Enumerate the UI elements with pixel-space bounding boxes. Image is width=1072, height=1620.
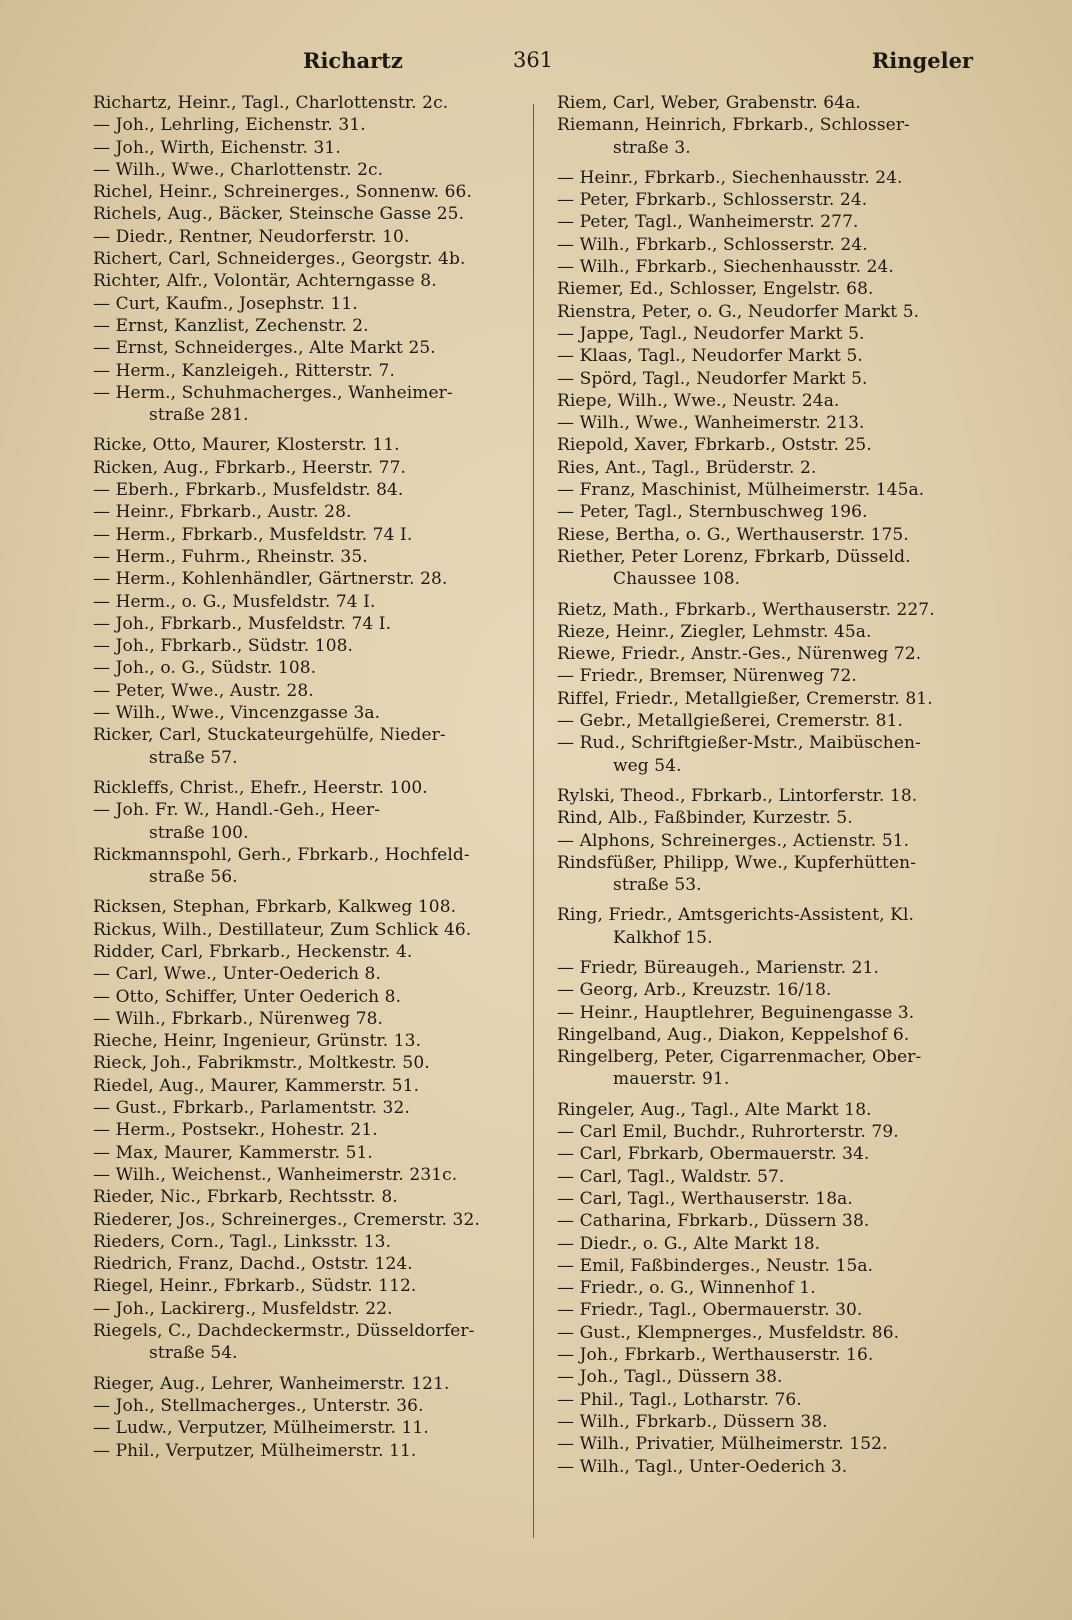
directory-entry (557, 546, 989, 591)
entry-text: — Carl, Tagl., Waldstr. 57. (557, 1166, 785, 1187)
entry-text: Richartz, Heinr., Tagl., Charlottenstr. 2c. (93, 93, 449, 113)
entry-text: — Rud., Schriftgießer-Mstr., Maibüschen- (557, 733, 921, 754)
entry-text: — Peter, Tagl., Wanheimerstr. 277. (557, 212, 859, 233)
directory-entry (557, 1046, 989, 1091)
directory-entry (557, 688, 989, 710)
entry-text: Ricke, Otto, Maurer, Klosterstr. 11. (93, 435, 400, 456)
header-left-word: Richartz (303, 48, 403, 73)
directory-entry (557, 211, 989, 233)
directory-entry (557, 256, 989, 278)
entry-text: Ringelberg, Peter, Cigarrenmacher, Ober- (557, 1047, 922, 1068)
entry-text: Rieger, Aug., Lehrer, Wanheimerstr. 121. (93, 1373, 450, 1394)
entry-text: Ricksen, Stephan, Fbrkarb, Kalkweg 108. (93, 897, 457, 918)
entry-text: — Joh., Wirth, Eichenstr. 31. (93, 137, 341, 158)
entry-continuation: mauerstr. 91. (613, 1069, 730, 1090)
directory-entry (557, 1099, 989, 1121)
directory-entry (93, 1275, 525, 1297)
entry-text: — Georg, Arb., Kreuzstr. 16/18. (557, 980, 832, 1001)
directory-entry (557, 710, 989, 732)
entry-text: — Spörd, Tagl., Neudorfer Markt 5. (557, 368, 868, 389)
directory-entry (93, 360, 525, 382)
entry-text: — Friedr, Büreaugeh., Marienstr. 21. (557, 957, 879, 978)
entry-text: — Heinr., Fbrkarb., Siechenhausstr. 24. (557, 167, 903, 188)
directory-entry (93, 799, 525, 844)
entry-text: — Ernst, Schneiderges., Alte Markt 25. (93, 338, 436, 359)
entry-text: — Curt, Kaufm., Josephstr. 11. (93, 293, 358, 314)
directory-entry (93, 337, 525, 359)
directory-entry (557, 1344, 989, 1366)
directory-entry (93, 114, 525, 136)
entry-text: Riese, Bertha, o. G., Werthauserstr. 175. (557, 524, 909, 545)
directory-entry (93, 613, 525, 635)
entry-text: Riepold, Xaver, Fbrkarb., Oststr. 25. (557, 435, 872, 456)
directory-entry (557, 852, 989, 897)
entry-text: — Ludw., Verputzer, Mülheimerstr. 11. (93, 1418, 429, 1439)
entry-continuation: Chaussee 108. (613, 569, 741, 590)
entry-text: Riem, Carl, Weber, Grabenstr. 64a. (557, 93, 861, 113)
directory-entry (93, 1164, 525, 1186)
entry-text: — Wilh., Fbrkarb., Schlosserstr. 24. (557, 234, 868, 255)
directory-entry (93, 777, 525, 799)
entry-text: Ridder, Carl, Fbrkarb., Heckenstr. 4. (93, 941, 413, 962)
entry-text: — Peter, Fbrkarb., Schlosserstr. 24. (557, 190, 868, 211)
directory-entry (93, 635, 525, 657)
entry-text: Rickus, Wilh., Destillateur, Zum Schlick 46. (93, 919, 472, 940)
directory-entry (557, 189, 989, 211)
directory-entry (557, 524, 989, 546)
entry-text: — Herm., Fbrkarb., Musfeldstr. 74 I. (93, 524, 413, 545)
entry-text: — Herm., o. G., Musfeldstr. 74 I. (93, 591, 376, 612)
entry-text: — Phil., Tagl., Lotharstr. 76. (557, 1389, 802, 1410)
entry-text: — Herm., Fuhrm., Rheinstr. 35. (93, 546, 368, 567)
directory-entry (93, 702, 525, 724)
entry-text: — Emil, Faßbinderges., Neustr. 15a. (557, 1255, 874, 1276)
directory-entry (93, 568, 525, 590)
entry-continuation: straße 56. (149, 867, 238, 888)
directory-entry (557, 345, 989, 367)
left-column (93, 92, 525, 1462)
directory-entry (557, 92, 989, 114)
entry-continuation: Kalkhof 15. (613, 927, 713, 948)
entry-text: Ries, Ant., Tagl., Brüderstr. 2. (557, 457, 817, 478)
right-column (557, 92, 989, 1478)
directory-entry (93, 1253, 525, 1275)
directory-entry (557, 830, 989, 852)
entry-text: — Joh., Lehrling, Eichenstr. 31. (93, 115, 366, 136)
directory-entry (93, 1417, 525, 1439)
entry-text: — Heinr., Fbrkarb., Austr. 28. (93, 502, 352, 523)
directory-entry (557, 301, 989, 323)
directory-entry (557, 1233, 989, 1255)
entry-text: — Friedr., Tagl., Obermauerstr. 30. (557, 1300, 863, 1321)
entry-text: — Friedr., o. G., Winnenhof 1. (557, 1278, 816, 1299)
entry-text: — Wilh., Fbrkarb., Siechenhausstr. 24. (557, 257, 894, 278)
entry-text: Rieder, Nic., Fbrkarb, Rechtsstr. 8. (93, 1187, 398, 1208)
directory-entry (557, 412, 989, 434)
directory-entry (93, 1298, 525, 1320)
entry-text: — Max, Maurer, Kammerstr. 51. (93, 1142, 373, 1163)
page-header (88, 48, 978, 78)
directory-entry (93, 1119, 525, 1141)
entry-text: — Wilh., Fbrkarb., Nürenweg 78. (93, 1008, 384, 1029)
directory-entry (93, 896, 525, 918)
directory-entry (93, 1395, 525, 1417)
entry-text: — Wilh., Tagl., Unter-Oederich 3. (557, 1456, 848, 1477)
directory-entry (557, 621, 989, 643)
entry-text: — Herm., Schuhmacherges., Wanheimer- (93, 382, 453, 403)
entry-continuation: straße 54. (149, 1343, 238, 1364)
entry-text: Rietz, Math., Fbrkarb., Werthauserstr. 227. (557, 599, 935, 620)
directory-entry (93, 226, 525, 248)
entry-text: Riederer, Jos., Schreinerges., Cremerstr. 32. (93, 1209, 480, 1230)
entry-text: — Jappe, Tagl., Neudorfer Markt 5. (557, 323, 865, 344)
entry-text: — Franz, Maschinist, Mülheimerstr. 145a. (557, 480, 925, 501)
entry-text: — Joh., o. G., Südstr. 108. (93, 658, 317, 679)
entry-text: — Diedr., o. G., Alte Markt 18. (557, 1233, 821, 1254)
directory-entry (557, 479, 989, 501)
entry-continuation: straße 281. (149, 405, 249, 426)
directory-entry (93, 1097, 525, 1119)
entry-text: Richter, Alfr., Volontär, Achterngasse 8. (93, 271, 437, 292)
directory-entry (557, 1166, 989, 1188)
entry-text: — Diedr., Rentner, Neudorferstr. 10. (93, 226, 410, 247)
directory-entry (557, 434, 989, 456)
entry-text: — Heinr., Hauptlehrer, Beguinengasse 3. (557, 1002, 915, 1023)
entry-continuation: straße 57. (149, 747, 238, 768)
directory-entry (557, 979, 989, 1001)
entry-text: Ring, Friedr., Amtsgerichts-Assistent, Kl. (557, 905, 914, 926)
directory-entry (93, 963, 525, 985)
entry-text: Richel, Heinr., Schreinerges., Sonnenw. 66. (93, 182, 472, 203)
directory-entry (557, 732, 989, 777)
entry-text: Riedrich, Franz, Dachd., Oststr. 124. (93, 1254, 413, 1275)
entry-text: Rind, Alb., Faßbinder, Kurzestr. 5. (557, 808, 853, 829)
entry-text: Riepe, Wilh., Wwe., Neustr. 24a. (557, 390, 840, 411)
directory-entry (557, 599, 989, 621)
directory-entry (93, 457, 525, 479)
directory-entry (557, 457, 989, 479)
directory-entry (557, 1322, 989, 1344)
directory-entry (557, 323, 989, 345)
directory-entry (93, 293, 525, 315)
entry-text: — Joh., Lackirerg., Musfeldstr. 22. (93, 1298, 393, 1319)
directory-entry (557, 114, 989, 159)
directory-entry (557, 167, 989, 189)
directory-entry (557, 1024, 989, 1046)
entry-continuation: weg 54. (613, 755, 682, 776)
directory-entry (93, 382, 525, 427)
header-right-word: Ringeler (871, 48, 973, 73)
directory-entry (93, 1231, 525, 1253)
entry-text: — Carl, Fbrkarb, Obermauerstr. 34. (557, 1144, 870, 1165)
entry-text: — Alphons, Schreinerges., Actienstr. 51. (557, 830, 910, 851)
directory-entry (93, 986, 525, 1008)
entry-text: Ringeler, Aug., Tagl., Alte Markt 18. (557, 1099, 872, 1120)
directory-entry (93, 919, 525, 941)
directory-entry (557, 1255, 989, 1277)
entry-text: Rindsfüßer, Philipp, Wwe., Kupferhütten- (557, 852, 917, 873)
directory-entry (557, 1277, 989, 1299)
directory-entry (93, 1440, 525, 1462)
entry-text: — Peter, Tagl., Sternbuschweg 196. (557, 502, 868, 523)
directory-entry (557, 1002, 989, 1024)
directory-entry (93, 941, 525, 963)
directory-entry (93, 546, 525, 568)
directory-entry (557, 1143, 989, 1165)
directory-entry (557, 1188, 989, 1210)
entry-text: Riewe, Friedr., Anstr.-Ges., Nürenweg 72. (557, 644, 922, 665)
entry-text: Rieze, Heinr., Ziegler, Lehmstr. 45a. (557, 621, 872, 642)
directory-entry (557, 278, 989, 300)
entry-text: — Ernst, Kanzlist, Zechenstr. 2. (93, 315, 369, 336)
directory-entry (93, 1373, 525, 1395)
directory-entry (93, 1075, 525, 1097)
directory-entry (93, 434, 525, 456)
entry-text: Riemer, Ed., Schlosser, Engelstr. 68. (557, 279, 874, 300)
directory-entry (557, 665, 989, 687)
directory-entry (93, 501, 525, 523)
directory-entry (557, 785, 989, 807)
directory-entry (557, 1299, 989, 1321)
directory-entry (557, 1121, 989, 1143)
entry-text: — Peter, Wwe., Austr. 28. (93, 680, 314, 701)
entry-text: — Gust., Fbrkarb., Parlamentstr. 32. (93, 1098, 410, 1119)
entry-text: — Joh. Fr. W., Handl.-Geh., Heer- (93, 800, 381, 821)
directory-entry (557, 501, 989, 523)
page-number: 361 (512, 48, 554, 72)
entry-text: Ringelband, Aug., Diakon, Keppelshof 6. (557, 1024, 910, 1045)
entry-text: Rieck, Joh., Fabrikmstr., Moltkestr. 50. (93, 1053, 430, 1074)
directory-entry (93, 1320, 525, 1365)
directory-entry (93, 92, 525, 114)
entry-text: — Catharina, Fbrkarb., Düssern 38. (557, 1211, 870, 1232)
entry-continuation: straße 53. (613, 875, 702, 896)
entry-text: Ricken, Aug., Fbrkarb., Heerstr. 77. (93, 457, 406, 478)
entry-text: — Gust., Klempnerges., Musfeldstr. 86. (557, 1322, 900, 1343)
directory-entry (557, 1366, 989, 1388)
entry-text: Riegel, Heinr., Fbrkarb., Südstr. 112. (93, 1276, 417, 1297)
entry-text: Riegels, C., Dachdeckermstr., Düsseldorfer- (93, 1321, 475, 1342)
directory-entry (557, 807, 989, 829)
entry-text: — Carl, Wwe., Unter-Oederich 8. (93, 964, 381, 985)
entry-text: — Joh., Tagl., Düssern 38. (557, 1367, 783, 1388)
entry-text: Riether, Peter Lorenz, Fbrkarb, Düsseld. (557, 546, 911, 567)
entry-text: Richert, Carl, Schneiderges., Georgstr. 4b. (93, 249, 466, 270)
entry-text: Riedel, Aug., Maurer, Kammerstr. 51. (93, 1075, 420, 1096)
directory-entry (93, 248, 525, 270)
directory-entry (93, 270, 525, 292)
directory-entry (557, 957, 989, 979)
entry-text: Riffel, Friedr., Metallgießer, Cremerstr. 81. (557, 688, 933, 709)
column-divider (533, 104, 534, 1538)
directory-entry (557, 390, 989, 412)
entry-text: — Carl, Tagl., Werthauserstr. 18a. (557, 1188, 853, 1209)
entry-text: — Herm., Kanzleigeh., Ritterstr. 7. (93, 360, 395, 381)
directory-entry (93, 1052, 525, 1074)
entry-text: — Otto, Schiffer, Unter Oederich 8. (93, 986, 402, 1007)
directory-entry (93, 181, 525, 203)
directory-entry (557, 1210, 989, 1232)
entry-text: — Wilh., Wwe., Vincenzgasse 3a. (93, 703, 381, 724)
directory-entry (93, 203, 525, 225)
directory-entry (93, 137, 525, 159)
entry-text: — Joh., Stellmacherges., Unterstr. 36. (93, 1395, 424, 1416)
directory-entry (93, 680, 525, 702)
entry-text: — Wilh., Wwe., Charlottenstr. 2c. (93, 159, 384, 180)
entry-text: Ricker, Carl, Stuckateurgehülfe, Nieder- (93, 725, 446, 746)
entry-text: — Joh., Fbrkarb., Südstr. 108. (93, 636, 354, 657)
entry-text: — Wilh., Privatier, Mülheimerstr. 152. (557, 1434, 888, 1455)
entry-continuation: straße 100. (149, 822, 249, 843)
entry-text: Rickleffs, Christ., Ehefr., Heerstr. 100. (93, 777, 428, 798)
directory-entry (93, 479, 525, 501)
entry-text: Riemann, Heinrich, Fbrkarb., Schlosser- (557, 115, 910, 136)
directory-entry (93, 315, 525, 337)
entry-text: — Wilh., Fbrkarb., Düssern 38. (557, 1411, 828, 1432)
directory-entry (557, 1456, 989, 1478)
entry-text: — Joh., Fbrkarb., Werthauserstr. 16. (557, 1345, 874, 1366)
entry-text: Rieders, Corn., Tagl., Linksstr. 13. (93, 1231, 392, 1252)
directory-entry (93, 724, 525, 769)
directory-entry (557, 1433, 989, 1455)
directory-entry (93, 1209, 525, 1231)
directory-entry (557, 368, 989, 390)
directory-entry (93, 524, 525, 546)
directory-entry (557, 904, 989, 949)
entry-text: — Phil., Verputzer, Mülheimerstr. 11. (93, 1440, 417, 1461)
directory-entry (93, 1008, 525, 1030)
directory-entry (557, 1389, 989, 1411)
directory-entry (93, 1030, 525, 1052)
entry-text: Rienstra, Peter, o. G., Neudorfer Markt 5. (557, 301, 920, 322)
directory-entry (557, 643, 989, 665)
entry-text: — Carl Emil, Buchdr., Ruhrorterstr. 79. (557, 1122, 899, 1143)
entry-text: Rylski, Theod., Fbrkarb., Lintorferstr. 18. (557, 785, 918, 806)
entry-text: — Wilh., Weichenst., Wanheimerstr. 231c. (93, 1164, 458, 1185)
entry-text: Rieche, Heinr, Ingenieur, Grünstr. 13. (93, 1031, 422, 1052)
directory-entry (93, 844, 525, 889)
entry-text: — Eberh., Fbrkarb., Musfeldstr. 84. (93, 480, 404, 501)
entry-text: — Friedr., Bremser, Nürenweg 72. (557, 666, 857, 687)
directory-entry (557, 234, 989, 256)
entry-text: Richels, Aug., Bäcker, Steinsche Gasse 25. (93, 204, 465, 225)
entry-text: — Joh., Fbrkarb., Musfeldstr. 74 I. (93, 613, 392, 634)
entry-text: — Herm., Kohlenhändler, Gärtnerstr. 28. (93, 569, 448, 590)
directory-entry (557, 1411, 989, 1433)
entry-text: — Klaas, Tagl., Neudorfer Markt 5. (557, 346, 863, 367)
directory-entry (93, 1186, 525, 1208)
directory-entry (93, 657, 525, 679)
directory-entry (93, 159, 525, 181)
entry-text: — Wilh., Wwe., Wanheimerstr. 213. (557, 413, 865, 434)
directory-entry (93, 1142, 525, 1164)
directory-entry (93, 591, 525, 613)
entry-text: — Herm., Postsekr., Hohestr. 21. (93, 1120, 378, 1141)
entry-continuation: straße 3. (613, 137, 691, 158)
entry-text: — Gebr., Metallgießerei, Cremerstr. 81. (557, 711, 903, 732)
entry-text: Rickmannspohl, Gerh., Fbrkarb., Hochfeld- (93, 844, 470, 865)
